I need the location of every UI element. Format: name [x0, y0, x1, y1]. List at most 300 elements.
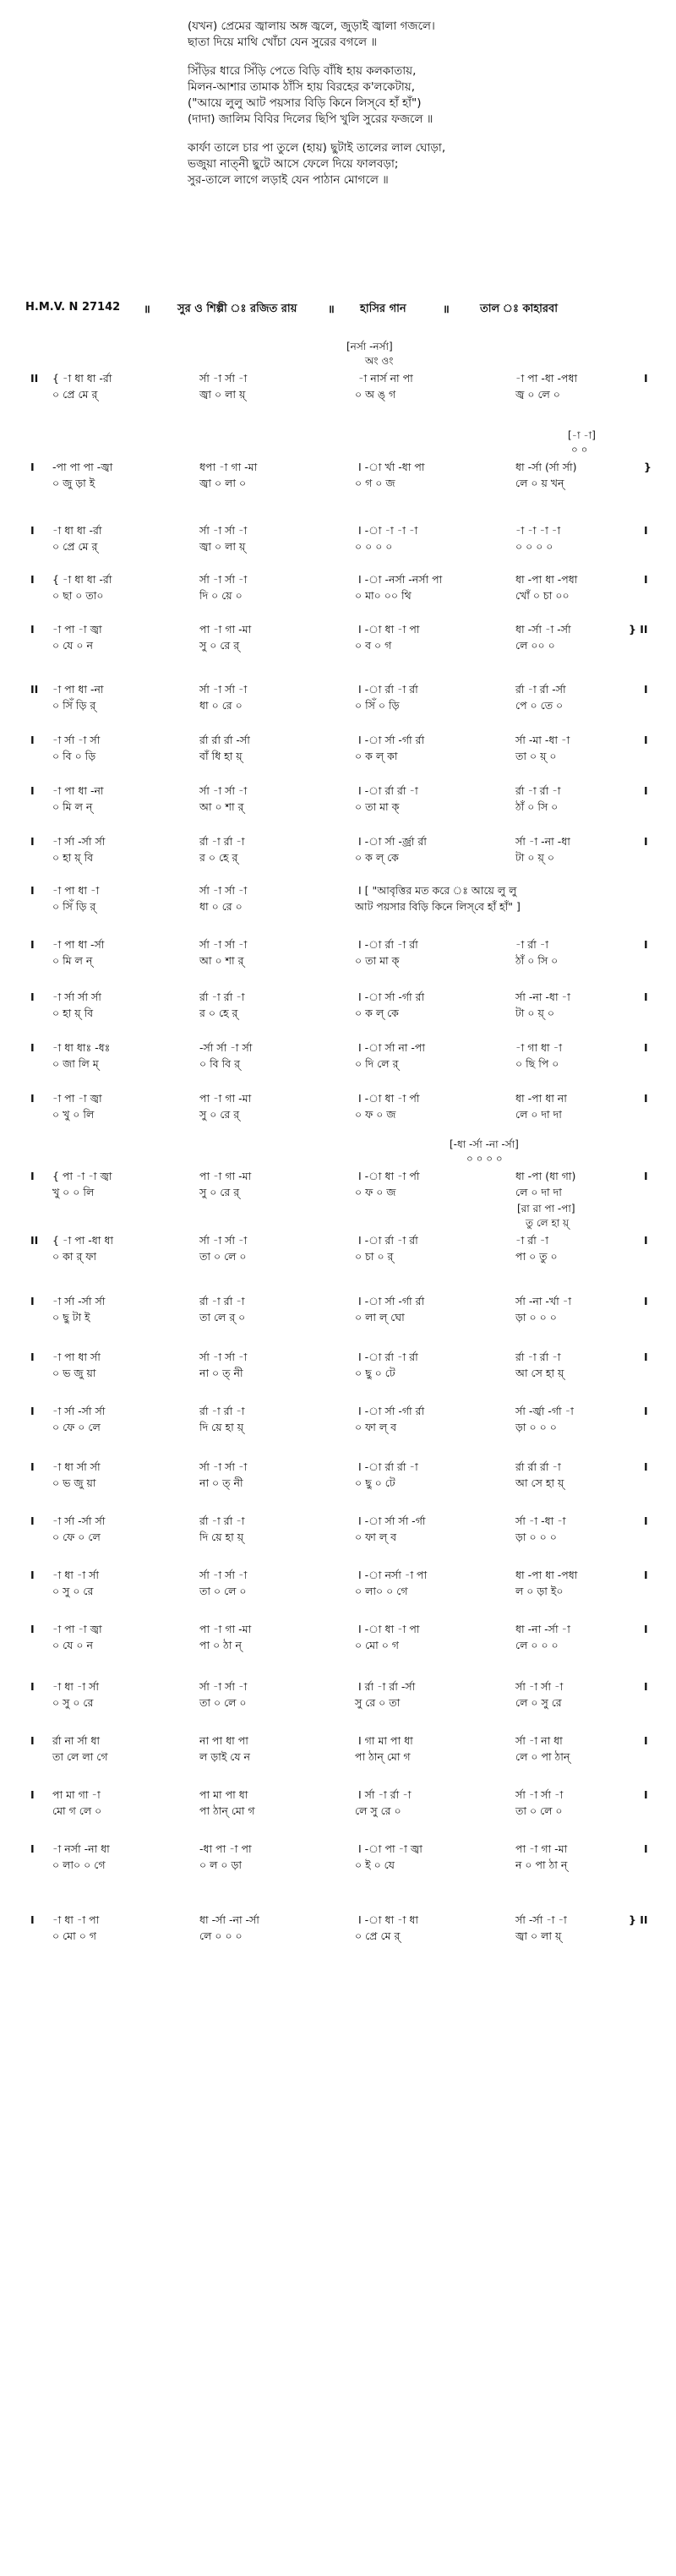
notation-measure: পা -া গা -মা [199, 1623, 252, 1635]
syllable-measure: সু ০ রে র্ [199, 1186, 240, 1198]
notation-measure: র্সা -া র্সা -া [515, 1680, 564, 1693]
notation-measure: র্রা -া র্রা -া [199, 835, 245, 848]
syllable-measure: পা ঠান্ মো গ [199, 1804, 255, 1817]
bar-line-start: I [30, 1842, 35, 1855]
bar-line-end: } II [629, 1913, 648, 1926]
header-separator: ॥ [443, 303, 450, 316]
syllable-measure: ০ ০ ০ ০ [515, 540, 553, 553]
bar-line-end: I [644, 1170, 648, 1182]
syllable-measure: জ্বা ০ লা য়্ [199, 388, 246, 401]
notation-measure: I -া নর্সা -া পা [358, 1569, 428, 1581]
notation-measure: I -া র্সা -র্জ্রা র্রা [358, 835, 427, 848]
notation-measure: র্সা -া র্সা -া [199, 573, 248, 586]
bar-line-end: } [644, 461, 651, 473]
syllable-measure: ধা ০ রে ০ [199, 699, 243, 712]
syllable-measure: ০ তা মা ক্ [355, 954, 400, 967]
lyric-line: ভজুয়া নাত্‌নী ছুটে আসে ফেলে দিয়ে ফালবড়া; [188, 157, 399, 171]
syllable-measure: না ০ ত্ নী [199, 1476, 243, 1489]
syllable-measure: ০ বি ০ ড়ি [52, 750, 96, 762]
bar-line-end: I [644, 1569, 648, 1581]
syllable-measure: ল ০ ড়া ই০ [515, 1585, 564, 1597]
syllable-measure: ০ হা য়্ বি [52, 1007, 94, 1019]
swaralipi-row [0, 1788, 676, 1802]
notation-annotation [0, 1138, 676, 1151]
syllable-measure: লে ০ সু রে [515, 1696, 562, 1709]
syllable-measure: দি য়ে হা য়্ [199, 1531, 244, 1543]
bar-line-start: I [30, 1405, 35, 1417]
syllable-measure: র ০ হে র্ [199, 1007, 238, 1019]
swaralipi-row [0, 784, 676, 798]
notation-measure: র্রা -া র্রা -া [199, 991, 245, 1003]
composer-credit: সুর ও শিল্পী ঃ রজিত রায় [177, 303, 297, 315]
lyric-syllable-row [0, 750, 676, 763]
notation-measure: ধা -পা ধা -পধা [515, 1569, 578, 1581]
swaralipi-row [0, 1680, 676, 1694]
lyric-syllable-row [0, 477, 676, 490]
lyric-syllable-row [0, 1858, 676, 1872]
notation-measure: ধপা -া গা -মা [199, 461, 258, 473]
notation-measure: I -া র্খা -ধা পা [358, 461, 425, 473]
bar-line-start: I [30, 991, 35, 1003]
lyric-syllable-row [0, 1696, 676, 1710]
syllable-measure: দি ০ য়ে ০ [199, 589, 243, 602]
notation-measure: -া পা ধা -া [52, 884, 100, 897]
swaralipi-row [0, 461, 676, 474]
lyric-line: ("আয়ে লুলু আট পয়সার বিড়ি কিনে লিস্‌বে হাঁ হাঁ") [188, 96, 422, 110]
syllable-measure: ০ গ ০ জ [355, 477, 395, 489]
swaralipi-row [0, 734, 676, 747]
notation-measure: -া গা ধা -া [515, 1041, 562, 1054]
notation-measure: -া ধা -া পা [52, 1913, 100, 1926]
notation-measure: I -া র্সা -র্গা র্রা [358, 734, 425, 746]
song-genre: হাসির গান [360, 303, 406, 315]
syllable-measure: ০ ছি পি ০ [515, 1057, 559, 1070]
syllable-measure: ০ মি ল ন্ [52, 800, 93, 813]
annotation-text: [নর্সা -নর্সা] [346, 341, 393, 352]
syllable-measure: লে ০ ০ ০ [515, 1639, 559, 1651]
lyric-syllable-row [0, 954, 676, 968]
bar-line-start: I [30, 1041, 35, 1054]
syllable-measure: ঠাঁ ০ সি ০ [515, 800, 559, 813]
lyric-syllable-row [0, 851, 676, 865]
syllable-measure: ০ সিঁ ০ ড়ি [355, 699, 400, 712]
swaralipi-row [0, 1842, 676, 1856]
syllable-measure: তা ০ লে ০ [199, 1250, 247, 1263]
syllable-measure: ০ ফা ল্ ব [355, 1531, 397, 1543]
swaralipi-row [0, 1234, 676, 1247]
syllable-measure: ০ মা০ ০০ থি [355, 589, 412, 602]
bar-line-start: I [30, 784, 35, 797]
bar-line-end: I [644, 991, 648, 1003]
notation-measure: -র্সা র্সা -া র্সা [199, 1041, 253, 1054]
annotation-text: [-া -া] [568, 429, 596, 441]
notation-measure: -া -া -া -া [515, 524, 561, 537]
syllable-measure: সু রে ০ তা [355, 1696, 401, 1709]
notation-measure: -া ধা ধাঃ -ধঃ [52, 1041, 111, 1054]
lyric-syllable-row [0, 1311, 676, 1324]
notation-measure: I -া র্সা -র্গা র্রা [358, 991, 425, 1003]
lyric-syllable-row [0, 1007, 676, 1020]
notation-annotation [0, 354, 676, 368]
notation-measure: I -া র্রা -া র্রা [358, 683, 418, 696]
lyric-syllable-row [0, 1639, 676, 1652]
notation-measure: পা -া গা -মা [515, 1842, 568, 1855]
notation-measure: I -া ধা -া ধা [358, 1913, 418, 1926]
notation-measure: -া ধা -া র্সা [52, 1569, 100, 1581]
bar-line-end: } II [629, 623, 648, 636]
notation-measure: র্সা -না -ধা -া [515, 991, 570, 1003]
lyric-syllable-row [0, 1057, 676, 1071]
swaralipi-row [0, 524, 676, 538]
annotation-text: ০ ০ [571, 444, 588, 456]
notation-measure: র্সা -া র্সা -া [199, 1351, 248, 1363]
syllable-measure: জ্বা ০ লা য়্ [515, 1929, 562, 1942]
notation-measure: ধা -পা ধা না [515, 1092, 567, 1105]
syllable-measure: আ ০ শা র্ [199, 800, 244, 813]
swaralipi-row [0, 1913, 676, 1927]
notation-measure: I -া র্রা -া র্রা [358, 1351, 418, 1363]
bar-line-end: I [644, 1295, 648, 1307]
notation-measure: র্সা -র্সা -া -া [515, 1913, 567, 1926]
bar-line-end: I [644, 1351, 648, 1363]
notation-measure: I -া পা -া জ্বা [358, 1842, 422, 1855]
syllable-measure: ০ সু ০ রে [52, 1696, 94, 1709]
notation-measure: -া র্সা -র্সা র্সা [52, 1295, 106, 1307]
annotation-text: [রা রা পা -পা] [517, 1203, 575, 1214]
notation-measure: পা -া গা -মা [199, 1170, 252, 1182]
syllable-measure: ০ দি লে র্ [355, 1057, 399, 1070]
lyric-syllable-row [0, 1108, 676, 1122]
lyric-line: কার্ফা তালে চার পা তুলে (হায়) ছুটাই তালের লাল ঘোড়া, [188, 141, 446, 155]
notation-annotation [0, 428, 676, 442]
bar-line-start: I [30, 1734, 35, 1747]
syllable-measure: সু ০ রে র্ [199, 1108, 240, 1121]
bar-line-start: II [30, 372, 39, 385]
syllable-measure: ০ ল ০ ড়া [199, 1858, 243, 1871]
syllable-measure: ০ মো ০ গ [355, 1639, 400, 1651]
notation-measure: -া পা -ধা -পধা [515, 372, 578, 385]
lyric-syllable-row [0, 900, 676, 914]
syllable-measure: জ্বা ০ লা য়্ [199, 540, 246, 553]
bar-line-start: I [30, 884, 35, 897]
swaralipi-row [0, 573, 676, 587]
bar-line-start: I [30, 1514, 35, 1527]
lyric-syllable-row [0, 1367, 676, 1380]
bar-line-start: II [30, 1234, 39, 1247]
notation-measure: পা -া গা -মা [199, 1092, 252, 1105]
lyric-syllable-row [0, 1585, 676, 1598]
swaralipi-row [0, 884, 676, 898]
notation-measure: I -া র্সা -র্গা র্রা [358, 1295, 425, 1307]
notation-measure: -া পা ধা -না [52, 784, 104, 797]
notation-measure: র্সা -া র্সা -া [199, 683, 248, 696]
notation-measure: I -া -া -া -া [358, 524, 418, 537]
bar-line-end: I [644, 1842, 648, 1855]
notation-measure: -পা পা পা -জ্বা [52, 461, 113, 473]
notation-measure: I -া ধা -া পা [358, 1623, 420, 1635]
syllable-measure: ০ ক ল্ কে [355, 1007, 399, 1019]
bar-line-end: I [644, 1460, 648, 1473]
syllable-measure: তা লে র্ ০ [199, 1311, 246, 1323]
lyric-syllable-row [0, 1750, 676, 1764]
lyric-syllable-row [0, 1804, 676, 1818]
lyric-line: (দাদা) জালিম বিবির দিলের ছিপি খুলি সুরের ফজলে ॥ [188, 112, 433, 126]
syllable-measure: আ সে হা য়্ [515, 1476, 564, 1489]
notation-measure: ধা -পা ধা -পধা [515, 573, 578, 586]
swaralipi-row [0, 1041, 676, 1055]
notation-annotation [0, 340, 676, 353]
bar-line-end: I [644, 683, 648, 696]
notation-annotation [0, 443, 676, 456]
notation-measure: -া পা -া জ্বা [52, 623, 102, 636]
syllable-measure: বাঁ ধি হা য়্ [199, 750, 243, 762]
header-separator: ॥ [144, 303, 150, 316]
header-separator: ॥ [328, 303, 335, 316]
notation-measure: { পা -া -া জ্বা [52, 1170, 112, 1182]
notation-measure: I -া র্সা র্সা -র্গা [358, 1514, 426, 1527]
syllable-measure: ড়া ০ ০ ০ [515, 1531, 557, 1543]
swaralipi-row [0, 991, 676, 1004]
notation-annotation [0, 1216, 676, 1230]
syllable-measure: ০ যে ০ ন [52, 639, 93, 652]
swaralipi-row [0, 623, 676, 636]
syllable-measure: ড়া ০ ০ ০ [515, 1421, 557, 1433]
notation-measure: ধা -র্সা (র্সা র্সা) [515, 461, 577, 473]
syllable-measure: লে ০ পা ঠান্ [515, 1750, 570, 1763]
swaralipi-row [0, 1092, 676, 1105]
annotation-text: [-ধা -র্সা -না -র্সা] [450, 1138, 519, 1150]
notation-annotation [0, 1202, 676, 1215]
syllable-measure: ০ ছু ০ টে [355, 1367, 395, 1379]
syllable-measure: ০ সু ০ রে [52, 1585, 94, 1597]
notation-measure: র্সা -া র্সা -া [199, 938, 248, 951]
notation-measure: ধা -র্সা -া -র্সা [515, 623, 571, 636]
syllable-measure: ০ ০ ০ ০ [355, 540, 393, 553]
swaralipi-row [0, 1351, 676, 1364]
bar-line-end: I [644, 1405, 648, 1417]
record-number: H.M.V. N 27142 [25, 301, 121, 314]
syllable-measure: পা ঠান্ মো গ [355, 1750, 411, 1763]
syllable-measure: লে ০ দা দা [515, 1186, 562, 1198]
notation-measure: I -া র্রা -া র্রা [358, 938, 418, 951]
notation-measure: -া পা -া জ্বা [52, 1623, 102, 1635]
notation-measure: র্সা -া -না -ধা [515, 835, 570, 848]
notation-measure: পা -া গা -মা [199, 623, 252, 636]
notation-measure: -া ধা ধা -র্রা [52, 524, 102, 537]
bar-line-start: I [30, 1788, 35, 1801]
lyric-syllable-row [0, 388, 676, 401]
syllable-measure: লে ০ য় খন্ [515, 477, 564, 489]
notation-measure: I -া -নর্সা -নর্সা পা [358, 573, 443, 586]
annotation-text: অং ওং [365, 355, 394, 367]
annotation-text: ০ ০ ০ ০ [466, 1153, 503, 1165]
notation-measure: I -া ধা -া পা [358, 623, 420, 636]
syllable-measure: ০ ছু টা ই [52, 1311, 90, 1323]
syllable-measure: লে সু রে ০ [355, 1804, 401, 1817]
syllable-measure: ০ সিঁ ড়ি র্ [52, 900, 96, 913]
syllable-measure: ০ হা য়্ বি [52, 851, 94, 864]
notation-measure: { -া ধা ধা -র্রা [52, 573, 112, 586]
syllable-measure: ০ ক ল্ কা [355, 750, 398, 762]
syllable-measure: দি য়ে হা য়্ [199, 1421, 244, 1433]
swaralipi-row [0, 938, 676, 952]
notation-measure: I -া ধা -া র্পা [358, 1170, 420, 1182]
lyric-syllable-row [0, 699, 676, 712]
notation-measure: I -া র্সা -র্গা র্রা [358, 1405, 425, 1417]
swaralipi-row [0, 1405, 676, 1418]
notation-measure: না পা ধা পা [199, 1734, 248, 1747]
bar-line-start: I [30, 1295, 35, 1307]
bar-line-start: I [30, 734, 35, 746]
lyric-syllable-row [0, 1531, 676, 1544]
bar-line-end: I [644, 1788, 648, 1801]
lyric-line: সুর-তালে লাগে লড়াই যেন পাঠান মোগলে ॥ [188, 173, 389, 187]
lyric-syllable-row [0, 639, 676, 652]
notation-measure: I -া র্সা না -পা [358, 1041, 426, 1054]
notation-measure: র্রা -া র্রা -া [199, 1295, 245, 1307]
syllable-measure: টা ০ য়্ ০ [515, 1007, 554, 1019]
notation-measure: -া পা ধা -র্সা [52, 938, 105, 951]
syllable-measure: তা লে লা গে [52, 1750, 108, 1763]
syllable-measure: তা ০ য়্ ০ [515, 750, 557, 762]
syllable-measure: ঠাঁ ০ সি ০ [515, 954, 559, 967]
notation-measure: ধা -না -র্সা -া [515, 1623, 570, 1635]
syllable-measure: আট পয়সার বিড়ি কিনে লিস্‌বে হাঁ হাঁ" ] [355, 900, 521, 913]
notation-measure: -া পা ধা র্সা [52, 1351, 101, 1363]
bar-line-end: I [644, 1041, 648, 1054]
bar-line-end: I [644, 1623, 648, 1635]
syllable-measure: ০ ভ জু য়া [52, 1476, 96, 1489]
notation-measure: র্সা -া র্সা -া [199, 1234, 248, 1247]
notation-measure: ধা -র্সা -না -র্সা [199, 1913, 259, 1926]
swaralipi-row [0, 1514, 676, 1528]
notation-measure: র্রা না র্সা ধা [52, 1734, 101, 1747]
notation-measure: র্রা -া র্রা -া [199, 1405, 245, 1417]
notation-measure: র্সা -া র্সা -া [199, 1460, 248, 1473]
bar-line-start: I [30, 524, 35, 537]
notation-measure: র্সা -া না ধা [515, 1734, 563, 1747]
lyric-line: সিঁড়ির ধারে সিঁড়ি পেতে বিড়ি বাঁধি হায় কলকাতায়, [188, 64, 417, 78]
syllable-measure: ০ প্রে মে র্ [52, 540, 98, 553]
syllable-measure: ০ জা লি ম্ [52, 1057, 99, 1070]
syllable-measure: সু ০ রে র্ [199, 639, 240, 652]
notation-measure: র্সা -মা -ধা -া [515, 734, 570, 746]
notation-measure: { -া ধা ধা -র্রা [52, 372, 112, 385]
notation-measure: -া পা -া জ্বা [52, 1092, 102, 1105]
syllable-measure: ০ ফে ০ লে [52, 1421, 101, 1433]
syllable-measure: তা ০ লে ০ [515, 1804, 563, 1817]
notation-measure: ধা -পা (ধা গা) [515, 1170, 576, 1182]
syllable-measure: ০ ছু ০ টে [355, 1476, 395, 1489]
bar-line-start: I [30, 573, 35, 586]
lyric-syllable-row [0, 800, 676, 814]
notation-measure: র্রা -া র্রা -া [515, 784, 561, 797]
syllable-measure: ০ লা০ ০ গে [52, 1858, 106, 1871]
notation-measure: { -া পা -ধা ধা [52, 1234, 114, 1247]
syllable-measure: ০ লা০ ০ গে [355, 1585, 408, 1597]
notation-measure: I গা মা পা ধা [358, 1734, 413, 1747]
swaralipi-row [0, 1460, 676, 1474]
notation-measure: -ধা পা -া পা [199, 1842, 252, 1855]
syllable-measure: ০ ব ০ গ [355, 639, 392, 652]
syllable-measure: ০ ফা ল্ ব [355, 1421, 397, 1433]
syllable-measure: ০ খু ০ লি [52, 1108, 95, 1121]
syllable-measure: না ০ ত্ নী [199, 1367, 243, 1379]
swaralipi-row [0, 1734, 676, 1748]
notation-measure: পা মা গা -া [52, 1788, 101, 1801]
syllable-measure: ০ অ ঙ্ গ [355, 388, 396, 401]
swaralipi-row [0, 1569, 676, 1582]
notation-measure: র্সা -না -র্খা -া [515, 1295, 572, 1307]
notation-measure: র্সা -র্জ্বা -র্গা -া [515, 1405, 574, 1417]
bar-line-start: I [30, 1623, 35, 1635]
notation-measure: পা মা পা ধা [199, 1788, 248, 1801]
swaralipi-row [0, 835, 676, 849]
syllable-measure: লে ০০ ০ [515, 639, 555, 652]
notation-measure: র্সা -া র্সা -া [199, 784, 248, 797]
lyric-line: মিলন-আশার তামাক ঠাঁসি হায় বিরহের ক'লকেটায়, [188, 80, 415, 94]
annotation-text: তু লে হা য়্ [526, 1217, 570, 1229]
bar-line-start: I [30, 1092, 35, 1105]
syllable-measure: ০ ফে ০ লে [52, 1531, 101, 1543]
notation-measure: র্সা -া র্সা -া [515, 1788, 564, 1801]
notation-measure: -া পা ধা -না [52, 683, 104, 696]
notation-measure: -া র্সা র্সা র্সা [52, 991, 101, 1003]
notation-measure: I -া র্রা -া র্রা [358, 1234, 418, 1247]
syllable-measure: মো গ লে ০ [52, 1804, 102, 1817]
notation-measure: র্সা -া র্সা -া [199, 1680, 248, 1693]
notation-measure: -া র্সা -র্সা র্সা [52, 1405, 106, 1417]
notation-measure: -া র্সা -া র্সা [52, 734, 101, 746]
bar-line-start: I [30, 623, 35, 636]
notation-measure: -া র্সা -র্সা র্সা [52, 1514, 106, 1527]
lyric-syllable-row [0, 1250, 676, 1263]
bar-line-start: I [30, 1680, 35, 1693]
notation-measure: -া নার্স না পা [358, 372, 413, 385]
syllable-measure: জ্বা ০ লা ০ [199, 477, 247, 489]
notation-measure: র্রা -া র্রা -র্সা [515, 683, 566, 696]
syllable-measure: ল ড়াই যে ন [199, 1750, 251, 1763]
bar-line-end: I [644, 1514, 648, 1527]
notation-measure: -া র্রা -া [515, 938, 549, 951]
notation-measure: -া ধা র্সা র্সা [52, 1460, 101, 1473]
notation-measure: র্সা -া র্সা -া [199, 372, 248, 385]
bar-line-start: I [30, 1569, 35, 1581]
notation-measure: I [ "আবৃত্তির মত করে ঃ আয়ে লু লু [358, 884, 517, 897]
syllable-measure: ০ চা ০ র্ [355, 1250, 394, 1263]
bar-line-start: II [30, 683, 39, 696]
syllable-measure: ০ মি ল ন্ [52, 954, 93, 967]
notation-measure: র্রা র্রা র্রা -র্সা [199, 734, 250, 746]
syllable-measure: আ সে হা য়্ [515, 1367, 564, 1379]
syllable-measure: ধা ০ রে ০ [199, 900, 243, 913]
swaralipi-row [0, 683, 676, 696]
bar-line-end: I [644, 573, 648, 586]
syllable-measure: পা ০ তু ০ [515, 1250, 558, 1263]
bar-line-end: I [644, 1092, 648, 1105]
syllable-measure: ০ কা র্ ফা [52, 1250, 97, 1263]
notation-annotation [0, 1152, 676, 1165]
notation-measure: র্রা র্রা র্রা -া [515, 1460, 561, 1473]
syllable-measure: ০ প্রে মে র্ [355, 1929, 401, 1942]
notation-measure: র্সা -া র্সা -া [199, 884, 248, 897]
bar-line-end: I [644, 1680, 648, 1693]
swaralipi-row [0, 1170, 676, 1183]
bar-line-start: I [30, 835, 35, 848]
syllable-measure: ০ ই ০ যে [355, 1858, 395, 1871]
bar-line-end: I [644, 835, 648, 848]
swaralipi-row [0, 1623, 676, 1636]
